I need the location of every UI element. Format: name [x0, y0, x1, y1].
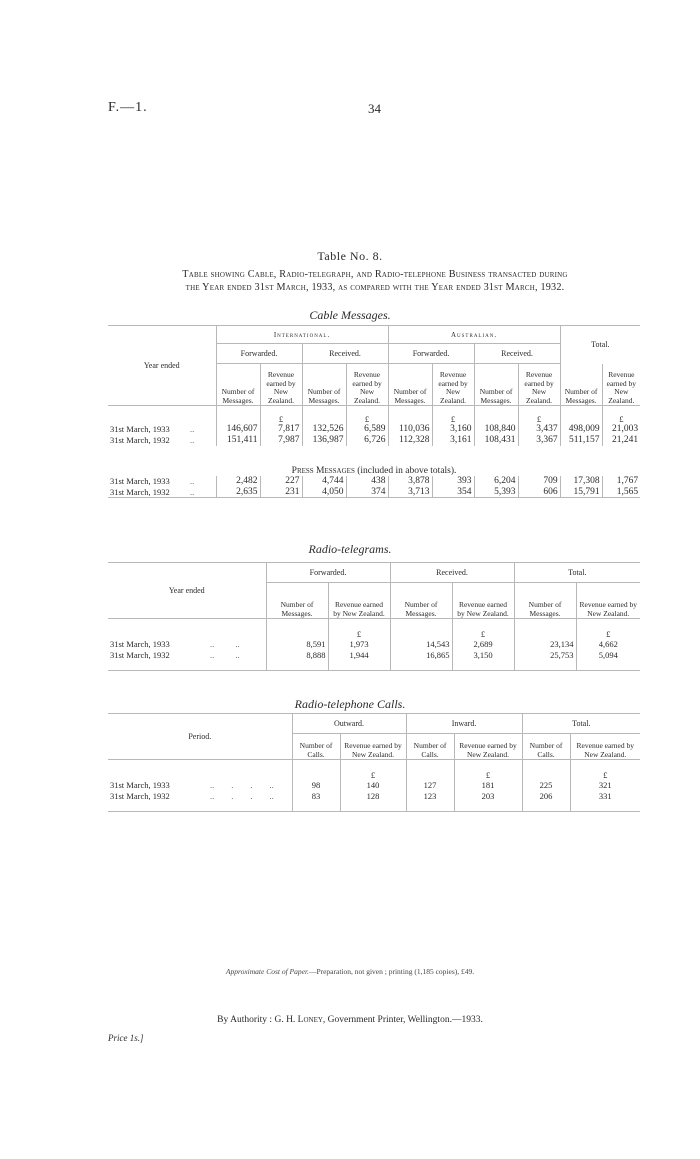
cell: 606 — [518, 487, 560, 498]
radiophone-total-header: Total. — [522, 714, 640, 734]
col-header-revenue: Revenue earned by New Zealand. — [260, 364, 302, 406]
table-row — [108, 791, 640, 802]
cell: 98 — [292, 780, 340, 791]
pound-sign: £ — [602, 406, 640, 424]
cell: 6,726 — [346, 435, 388, 446]
cell: 393 — [432, 476, 474, 487]
pound-sign: £ — [432, 406, 474, 424]
pound-sign: £ — [328, 619, 390, 639]
cell: 1,565 — [602, 487, 640, 498]
cell: 203 — [454, 791, 522, 802]
pound-sign: £ — [454, 760, 522, 780]
radiotel-forwarded-header: Forwarded. — [266, 563, 390, 583]
row-label: 31st March, 1933 — [110, 424, 170, 434]
cell: 3,437 — [518, 424, 560, 435]
col-header-revenue: Revenue earned by New Zealand. — [346, 364, 388, 406]
radiophone-inward-header: Inward. — [406, 714, 522, 734]
cell: 321 — [570, 780, 640, 791]
leader-dots: .. .. — [210, 639, 240, 649]
cell: 498,009 — [560, 424, 602, 435]
press-messages-note: (included in above totals). — [354, 465, 457, 476]
row-label: 31st March, 1932 — [108, 487, 188, 498]
radiotelephone-table — [108, 713, 640, 812]
cable-international-header: International. — [216, 326, 388, 344]
cable-section-title: Cable Messages. — [309, 308, 391, 322]
cell: 14,543 — [390, 639, 452, 650]
cell: 4,744 — [302, 476, 346, 487]
cell: 181 — [454, 780, 522, 791]
cell: 108,431 — [474, 435, 518, 446]
pound-sign: £ — [346, 406, 388, 424]
radiophone-period-header: Period. — [108, 714, 292, 760]
leader-dots: .. .. — [210, 650, 240, 660]
col-header-revenue: Revenue earned by New Zealand. — [602, 364, 640, 406]
leader-dots: .. . . .. — [210, 791, 274, 801]
cell: 8,888 — [266, 650, 328, 661]
cable-intl-forwarded-header: Forwarded. — [216, 344, 302, 364]
radiotel-total-header: Total. — [514, 563, 640, 583]
col-header-number: Number of Messages. — [514, 583, 576, 619]
col-header-number: Number of Calls. — [522, 734, 570, 760]
pound-sign: £ — [570, 760, 640, 780]
cable-year-header: Year ended — [108, 326, 216, 406]
cell: 7,987 — [260, 435, 302, 446]
cell: 4,662 — [576, 639, 640, 650]
cell: 5,393 — [474, 487, 518, 498]
cell: 110,036 — [388, 424, 432, 435]
col-header-revenue: Revenue earned by New Zealand. — [340, 734, 406, 760]
cell: 25,753 — [514, 650, 576, 661]
leader-dots: .. — [188, 487, 216, 498]
col-header-revenue: Revenue earned by New Zealand. — [452, 583, 514, 619]
leader-dots: .. — [190, 435, 195, 445]
col-header-revenue: Revenue earned by New Zealand. — [570, 734, 640, 760]
cell: 7,817 — [260, 424, 302, 435]
cable-messages-table — [108, 325, 640, 498]
col-header-number: Number of Messages. — [388, 364, 432, 406]
cell: 146,607 — [216, 424, 260, 435]
radiotelephone-section-title: Radio-telephone Calls. — [294, 697, 406, 711]
row-label: 31st March, 1933 — [110, 476, 170, 486]
cell: 17,308 — [560, 476, 602, 487]
cost-footnote-label: Approximate Cost of Paper. — [225, 967, 309, 976]
pound-sign: £ — [576, 619, 640, 639]
cable-australian-header: Australian. — [388, 326, 560, 344]
table-row — [108, 435, 640, 446]
pound-sign: £ — [260, 406, 302, 424]
cell: 6,589 — [346, 424, 388, 435]
cell: 374 — [346, 487, 388, 498]
leader-dots: .. — [190, 424, 195, 434]
printer-authority — [0, 1015, 700, 1025]
table-row — [108, 639, 640, 650]
row-label: 31st March, 1932 — [110, 791, 170, 801]
cable-intl-received-header: Received. — [302, 344, 388, 364]
document-reference: F.—1. — [108, 100, 148, 115]
cell: 231 — [260, 487, 302, 498]
cell: 23,134 — [514, 639, 576, 650]
col-header-number: Number of Messages. — [560, 364, 602, 406]
pound-sign: £ — [452, 619, 514, 639]
table-description-line-2: the Year ended 31st March, 1933, as compared with the Year ended 31st March, 1932. — [185, 282, 565, 293]
col-header-number: Number of Messages. — [216, 364, 260, 406]
cell: 2,482 — [216, 476, 260, 487]
cell: 16,865 — [390, 650, 452, 661]
radiotel-received-header: Received. — [390, 563, 514, 583]
cell: 5,094 — [576, 650, 640, 661]
cell: 511,157 — [560, 435, 602, 446]
col-header-revenue: Revenue earned by New Zealand. — [328, 583, 390, 619]
cell: 127 — [406, 780, 454, 791]
cell: 123 — [406, 791, 454, 802]
authority-suffix: , Government Printer, Wellington.—1933. — [322, 1015, 483, 1025]
cell: 3,367 — [518, 435, 560, 446]
cell: 128 — [340, 791, 406, 802]
cell: 3,160 — [432, 424, 474, 435]
col-header-revenue: Revenue earned by New Zealand. — [518, 364, 560, 406]
cell: 1,944 — [328, 650, 390, 661]
cell: 6,204 — [474, 476, 518, 487]
cell: 1,973 — [328, 639, 390, 650]
col-header-number: Number of Messages. — [266, 583, 328, 619]
col-header-number: Number of Messages. — [302, 364, 346, 406]
cell: 83 — [292, 791, 340, 802]
cell: 136,987 — [302, 435, 346, 446]
table-row — [108, 424, 640, 435]
price-label: Price 1s.] — [108, 1033, 144, 1043]
radiotel-year-header: Year ended — [108, 563, 266, 619]
press-messages-heading — [108, 446, 640, 476]
cell: 225 — [522, 780, 570, 791]
cell: 112,328 — [388, 435, 432, 446]
cell: 438 — [346, 476, 388, 487]
col-header-number: Number of Calls. — [406, 734, 454, 760]
cell: 4,050 — [302, 487, 346, 498]
leader-dots: .. . . .. — [210, 780, 274, 790]
cable-aus-received-header: Received. — [474, 344, 560, 364]
row-label: 31st March, 1933 — [110, 639, 170, 649]
col-header-number: Number of Messages. — [390, 583, 452, 619]
table-description — [110, 268, 640, 294]
row-label: 31st March, 1932 — [110, 650, 170, 660]
cable-aus-forwarded-header: Forwarded. — [388, 344, 474, 364]
cell: 1,767 — [602, 476, 640, 487]
col-header-revenue: Revenue earned by New Zealand. — [432, 364, 474, 406]
page-number: 34 — [368, 101, 381, 116]
pound-sign: £ — [518, 406, 560, 424]
pound-sign: £ — [340, 760, 406, 780]
cell: 2,635 — [216, 487, 260, 498]
radiotelegrams-table — [108, 562, 640, 671]
row-label: 31st March, 1933 — [110, 780, 170, 790]
cell: 2,689 — [452, 639, 514, 650]
cell: 21,003 — [602, 424, 640, 435]
cell: 3,161 — [432, 435, 474, 446]
col-header-number: Number of Messages. — [474, 364, 518, 406]
cell: 21,241 — [602, 435, 640, 446]
table-title: Table No. 8. — [317, 249, 383, 263]
cell: 206 — [522, 791, 570, 802]
table-row — [108, 650, 640, 661]
leader-dots: .. — [190, 476, 195, 486]
row-label: 31st March, 1932 — [110, 435, 170, 445]
cable-total-header: Total. — [560, 326, 640, 364]
cell: 3,713 — [388, 487, 432, 498]
cell: 3,150 — [452, 650, 514, 661]
table-description-line-1: Table showing Cable, Radio-telegraph, and Radio-telephone Business transacted during — [182, 269, 568, 280]
cell: 140 — [340, 780, 406, 791]
table-row — [108, 476, 640, 487]
cost-footnote-text: —Preparation, not given ; printing (1,185 copies), £49. — [308, 967, 475, 976]
table-row — [108, 780, 640, 791]
cell: 3,878 — [388, 476, 432, 487]
cell: 354 — [432, 487, 474, 498]
cell: 15,791 — [560, 487, 602, 498]
cell: 709 — [518, 476, 560, 487]
col-header-number: Number of Calls. — [292, 734, 340, 760]
radiophone-outward-header: Outward. — [292, 714, 406, 734]
cell: 8,591 — [266, 639, 328, 650]
press-messages-label: Press Messages — [291, 465, 355, 476]
printer-name: G. H. Loney — [274, 1015, 323, 1025]
cost-footnote — [0, 967, 700, 976]
cell: 108,840 — [474, 424, 518, 435]
radiotelegram-section-title: Radio-telegrams. — [308, 542, 392, 556]
col-header-revenue: Revenue earned by New Zealand. — [454, 734, 522, 760]
cell: 227 — [260, 476, 302, 487]
authority-prefix: By Authority : — [217, 1015, 275, 1025]
cell: 132,526 — [302, 424, 346, 435]
col-header-revenue: Revenue earned by New Zealand. — [576, 583, 640, 619]
table-row — [108, 487, 640, 498]
cell: 331 — [570, 791, 640, 802]
cell: 151,411 — [216, 435, 260, 446]
